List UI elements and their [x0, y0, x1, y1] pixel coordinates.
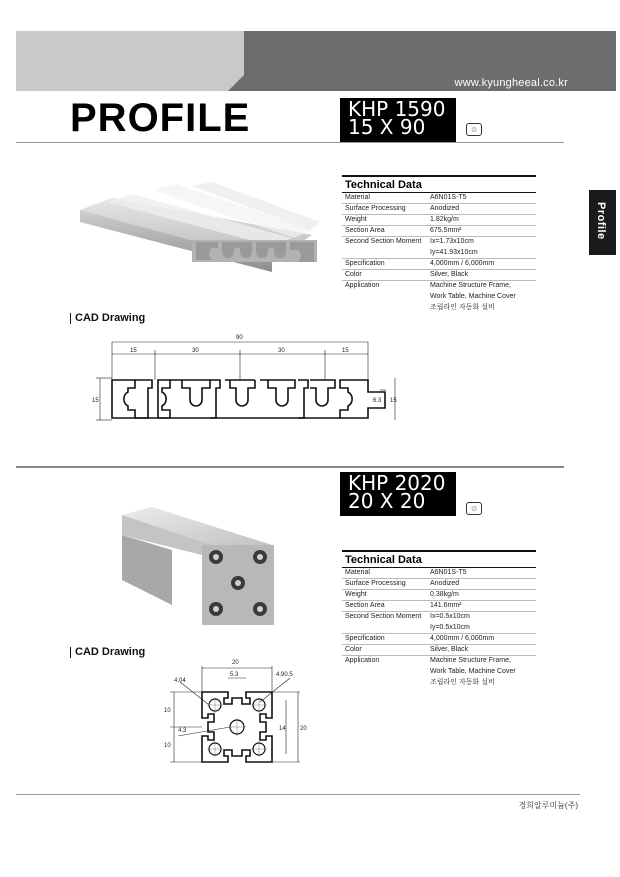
table-row: Color Silver, Black	[342, 270, 536, 281]
cad-drawing-2020	[160, 652, 310, 770]
table-row: Weight 1.82kg/m	[342, 215, 536, 226]
website-url[interactable]: www.kyungheeal.co.kr	[454, 77, 568, 89]
technical-data-title: Technical Data	[342, 550, 536, 568]
dim-label: 4.04	[174, 678, 186, 684]
profile-2020-render	[112, 505, 282, 630]
table-row: Color Silver, Black	[342, 645, 536, 656]
table-row: Second Section Moment Ix=0.5x10cm	[345, 613, 470, 620]
footer-rule	[16, 794, 580, 795]
title-rule	[16, 142, 564, 143]
table-row: Specification 4,000mm / 6,000mm	[342, 259, 536, 270]
dim-label: 20	[300, 726, 307, 732]
table-row: Section Area 675.5mm²	[342, 226, 536, 237]
dim-label: 20	[232, 660, 239, 666]
cad-drawing-1590	[90, 330, 420, 430]
side-tab-label: Profile	[595, 202, 607, 240]
cad-drawing-label: CAD Drawing	[70, 647, 145, 658]
section-divider	[16, 466, 564, 468]
model-badge	[340, 472, 456, 516]
table-row: Section Area 141.6mm²	[342, 601, 536, 612]
dim-label: 4.90.5	[276, 672, 293, 678]
model-size: 15 X 90	[348, 115, 426, 139]
model-size: 20 X 20	[348, 489, 426, 513]
dim-label: 6.3	[373, 398, 382, 404]
header-band-light	[16, 31, 244, 91]
dim-label: 15	[342, 348, 349, 354]
table-row: Material A6N01S-T5	[342, 193, 536, 204]
table-row: Surface Processing Anodized	[342, 204, 536, 215]
dim-label: 30	[192, 348, 199, 354]
technical-data-table	[342, 175, 536, 314]
table-row: Surface Processing Anodized	[342, 579, 536, 590]
header-notch	[228, 75, 244, 91]
table-row: Specification 4,000mm / 6,000mm	[342, 634, 536, 645]
profile-1590-render	[72, 180, 322, 275]
dim-label: 4.3	[178, 728, 187, 734]
table-row: Material A6N01S-T5	[342, 568, 536, 579]
technical-data-table	[342, 550, 536, 689]
dim-label: 5.3	[230, 672, 239, 678]
table-row: Work Table, Machine Cover	[430, 293, 516, 300]
table-row: Work Table, Machine Cover	[430, 668, 516, 675]
table-row: Application Machine Structure Frame,	[345, 657, 511, 664]
footer-company: 경희알루미늄(주)	[518, 801, 578, 810]
table-row: 조립라인 자동화 설비	[430, 679, 495, 686]
model-name: KHP 1590	[348, 97, 446, 121]
recycle-icon: ♲	[466, 123, 482, 136]
table-row: Iy=0.5x10cm	[342, 623, 536, 634]
table-row: Application Machine Structure Frame,	[345, 282, 511, 289]
dim-label: 10	[164, 743, 171, 749]
dim-label: 15	[390, 398, 397, 404]
cad-drawing-label: CAD Drawing	[70, 313, 145, 324]
dim-label: 30	[278, 348, 285, 354]
dim-label: 90	[236, 335, 243, 341]
recycle-icon: ♲	[466, 502, 482, 515]
model-badge	[340, 98, 456, 142]
dim-label: 15	[130, 348, 137, 354]
dim-label: 10	[164, 708, 171, 714]
dim-label: 15	[92, 398, 99, 404]
table-row: Weight 0.38kg/m	[342, 590, 536, 601]
technical-data-title: Technical Data	[342, 175, 536, 193]
table-row: 조립라인 자동화 설비	[430, 304, 495, 311]
table-row: Iy=41.93x10cm	[342, 248, 536, 259]
page-title: PROFILE	[70, 96, 251, 140]
side-tab-profile[interactable]	[589, 190, 616, 255]
model-name: KHP 2020	[348, 471, 446, 495]
dim-label: 14	[279, 726, 286, 732]
table-row: Second Section Moment Ix=1.73x10cm	[345, 238, 474, 245]
